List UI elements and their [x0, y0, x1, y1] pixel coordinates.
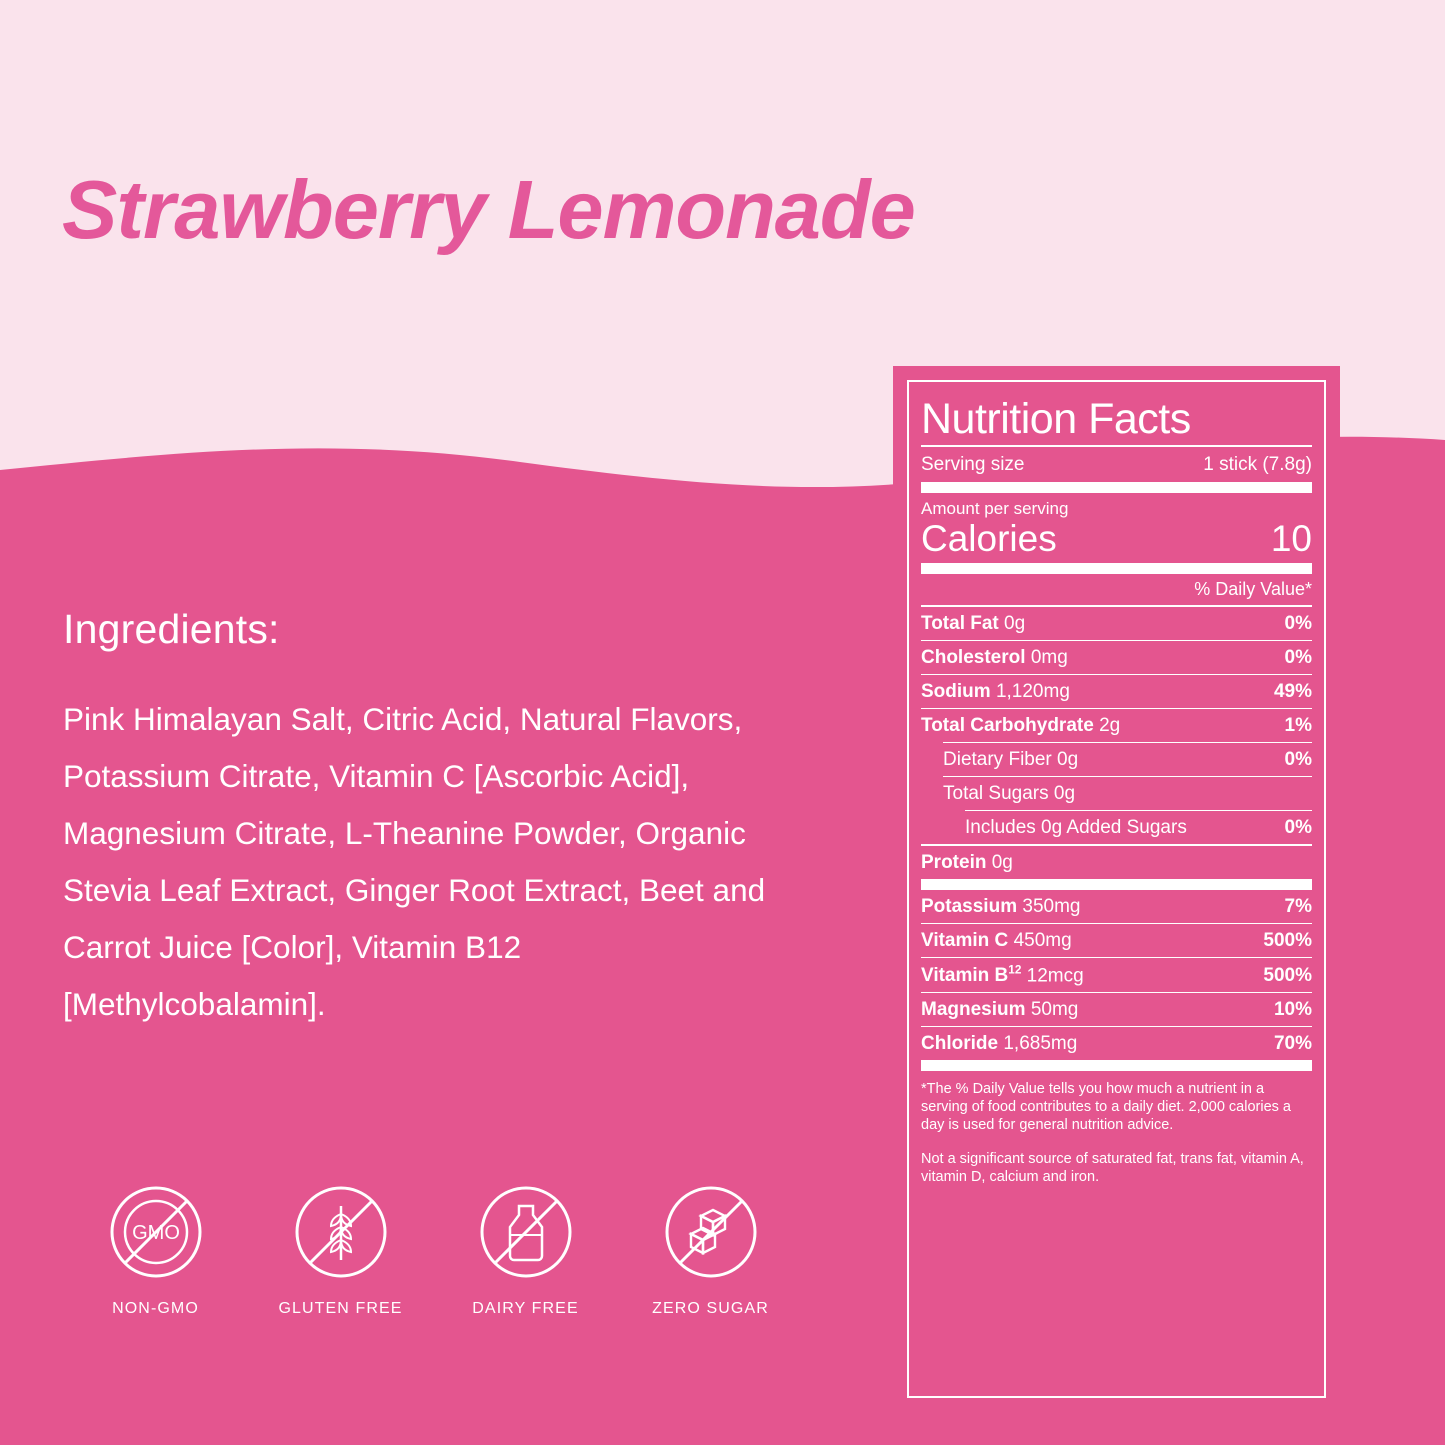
nutrient-dv: 1%	[1284, 715, 1312, 736]
table-row	[921, 641, 1312, 674]
nutrient-dv: 0%	[1284, 613, 1312, 634]
nutrient-dv: 70%	[1273, 1033, 1312, 1055]
badge-label: NON-GMO	[112, 1300, 199, 1317]
divider-thick	[921, 1060, 1312, 1071]
nutrient-name: Includes 0g Added Sugars	[965, 817, 1187, 838]
divider-thick	[921, 482, 1312, 493]
table-row	[921, 811, 1312, 844]
nutrient-name: Cholesterol	[921, 647, 1026, 668]
nutrient-dv: 0%	[1284, 647, 1312, 668]
table-row	[921, 958, 1312, 992]
nutrient-amount: 50mg	[1030, 999, 1079, 1021]
table-row	[921, 675, 1312, 708]
ingredients-text: Pink Himalayan Salt, Citric Acid, Natural Flavors, Potassium Citrate, Vitamin C [Ascorbic Acid], Magnesium Citrate, L-Theanine Powder, Organic Stevia Leaf Extract, Ginger Root Extract, Beet and Carrot Juice [Color], Vitamin B12 [Methylcobalamin].	[63, 701, 766, 1022]
nutrient-name: Chloride	[921, 1033, 999, 1055]
amount-per-serving-label: Amount per serving	[921, 499, 1069, 518]
badge-zero-sugar	[618, 1180, 803, 1318]
ingredients-heading: Ingredients:	[63, 606, 280, 652]
nutrient-amount: 350mg	[1022, 896, 1081, 917]
nutrient-name: Sodium	[921, 681, 991, 702]
nutrient-amount: 0mg	[1030, 647, 1068, 668]
table-row	[921, 1027, 1312, 1060]
nutrient-name: Protein	[921, 852, 987, 873]
table-row	[921, 709, 1312, 742]
nutrient-amount: 0g	[1004, 613, 1026, 634]
nutrient-dv: 500%	[1263, 930, 1312, 951]
nutrient-name: Vitamin $B^{12}$	[921, 964, 1022, 987]
nutrient-dv: 500%	[1263, 965, 1312, 987]
divider-thick	[921, 879, 1312, 890]
badge-non-gmo	[63, 1180, 248, 1318]
dairy-free-icon	[474, 1180, 578, 1284]
nutrient-name: Total Sugars	[943, 783, 1049, 804]
serving-size-value: 1 stick (7.8g)	[1203, 454, 1312, 475]
serving-size-row	[921, 447, 1312, 482]
nutrient-name: Vitamin C	[921, 930, 1009, 951]
badge-gluten-free	[248, 1180, 433, 1318]
nutrient-name: Magnesium	[921, 999, 1026, 1021]
non-gmo-icon	[104, 1180, 208, 1284]
badge-label: ZERO SUGAR	[652, 1300, 769, 1317]
ingredients-section	[63, 606, 783, 1033]
calories-label: Calories	[921, 518, 1057, 559]
nutrient-name: Total Fat	[921, 613, 999, 634]
nutrient-name: Total Carbohydrate	[921, 715, 1094, 736]
daily-value-header: % Daily Value*	[1194, 579, 1312, 599]
nutrient-amount: 12mcg	[1026, 965, 1084, 987]
nutrition-facts-inner	[907, 380, 1326, 1398]
table-row	[921, 777, 1312, 810]
table-row	[921, 924, 1312, 957]
nutrient-dv: 10%	[1273, 999, 1312, 1021]
svg-text:GMO: GMO	[131, 1222, 180, 1244]
badge-label: DAIRY FREE	[472, 1300, 579, 1317]
nutrient-amount: 0g	[991, 852, 1013, 873]
badge-label: GLUTEN FREE	[278, 1300, 403, 1317]
not-significant-source-note: Not a significant source of saturated fat, trans fat, vitamin A, vitamin D, calcium and iron.	[921, 1151, 1304, 1186]
calories-value: 10	[1270, 518, 1312, 559]
calories-row	[921, 519, 1312, 563]
table-row	[921, 607, 1312, 640]
nutrient-amount: 1,120mg	[995, 681, 1070, 702]
nutrient-dv: 0%	[1284, 817, 1312, 838]
nutrient-dv: 49%	[1273, 681, 1312, 702]
divider-thick	[921, 563, 1312, 574]
serving-size-label: Serving size	[921, 454, 1025, 475]
zero-sugar-icon	[659, 1180, 763, 1284]
nutrient-name: Potassium	[921, 896, 1018, 917]
nutrient-amount: 450mg	[1013, 930, 1072, 951]
nutrient-name: Dietary Fiber	[943, 749, 1052, 770]
page-title: Strawberry Lemonade	[62, 163, 915, 256]
badge-row	[63, 1180, 803, 1318]
nutrition-facts-panel	[893, 366, 1340, 1412]
table-row	[921, 890, 1312, 923]
nutrient-amount: 2g	[1099, 715, 1121, 736]
nutrient-amount: 0g	[1057, 749, 1079, 770]
table-row	[921, 993, 1312, 1026]
table-row	[921, 846, 1312, 879]
table-row	[921, 743, 1312, 776]
nutrient-dv: 0%	[1284, 749, 1312, 770]
daily-value-footnote: *The % Daily Value tells you how much a nutrient in a serving of food contributes to a daily diet. 2,000 calories a day is used for general nutrition advice.	[921, 1081, 1291, 1134]
nutrient-amount: 1,685mg	[1003, 1033, 1078, 1055]
badge-dairy-free	[433, 1180, 618, 1318]
nutrition-facts-title: Nutrition Facts	[921, 395, 1191, 443]
nutrient-dv: 7%	[1284, 896, 1312, 917]
nutrient-amount: 0g	[1053, 783, 1076, 804]
gluten-free-icon	[289, 1180, 393, 1284]
